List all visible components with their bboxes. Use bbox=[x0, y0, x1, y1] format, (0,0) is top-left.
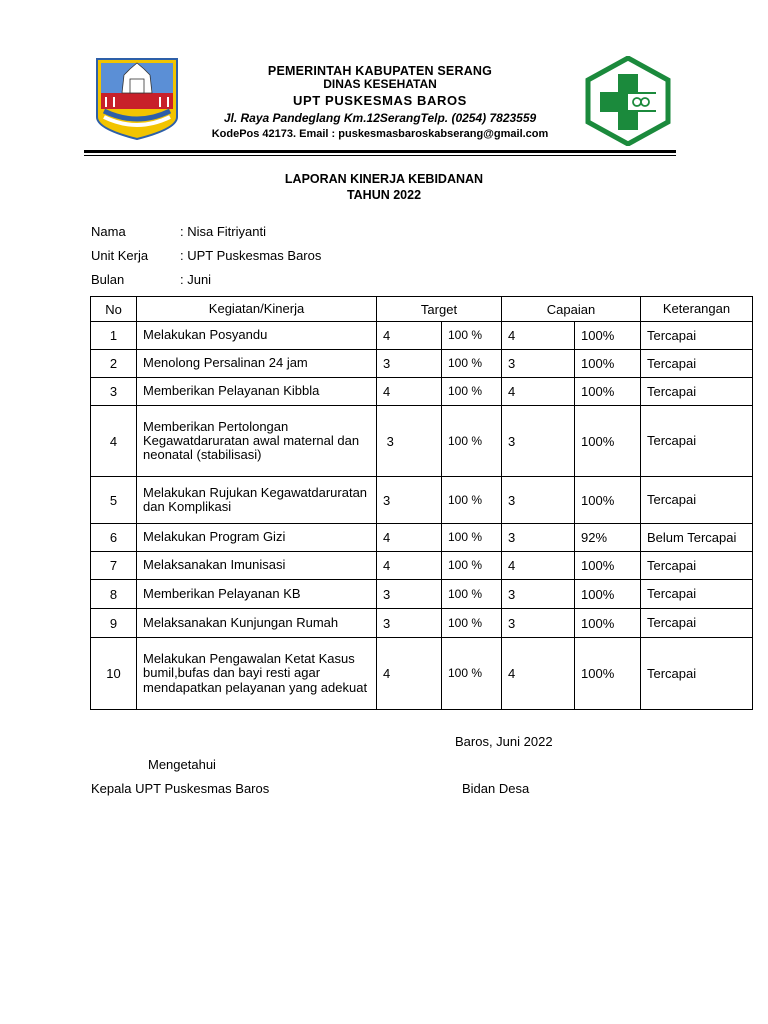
identity-block bbox=[91, 224, 321, 296]
row-kegiatan: Memberikan Pelayanan Kibbla bbox=[137, 378, 377, 406]
row-no: 1 bbox=[91, 322, 137, 350]
row-kegiatan: Melakukan Pengawalan Ketat Kasus bumil,bufas dan bayi resti agar mendapatkan pelayanan yang adekuat bbox=[137, 638, 377, 710]
table-row bbox=[91, 322, 753, 350]
row-target-count: 3 bbox=[377, 350, 442, 378]
row-keterangan: Tercapai bbox=[641, 609, 753, 638]
row-target-percent: 100 % bbox=[442, 378, 502, 406]
row-no: 6 bbox=[91, 524, 137, 552]
row-no: 10 bbox=[91, 638, 137, 710]
header-keterangan: Keterangan bbox=[641, 297, 753, 322]
row-capaian-count: 3 bbox=[502, 406, 575, 477]
identity-value: : Nisa Fitriyanti bbox=[180, 224, 266, 239]
puskesmas-cross-logo-icon bbox=[584, 56, 672, 146]
row-target-count: 4 bbox=[377, 552, 442, 580]
report-title-line1: LAPORAN KINERJA KEBIDANAN bbox=[284, 172, 484, 186]
row-kegiatan: Memberikan Pertolongan Kegawatdaruratan awal maternal dan neonatal (stabilisasi) bbox=[137, 406, 377, 477]
row-keterangan: Tercapai bbox=[641, 580, 753, 609]
table-body bbox=[91, 322, 753, 710]
row-target-count: 4 bbox=[377, 322, 442, 350]
row-capaian-percent: 100% bbox=[575, 609, 641, 638]
row-target-count: 3 bbox=[377, 477, 442, 524]
row-kegiatan: Menolong Persalinan 24 jam bbox=[137, 350, 377, 378]
row-no: 8 bbox=[91, 580, 137, 609]
letterhead-rule-thin bbox=[84, 155, 676, 156]
identity-row-nama bbox=[91, 224, 321, 248]
place-date: Baros, Juni 2022 bbox=[455, 734, 553, 749]
header-no: No bbox=[91, 297, 137, 322]
row-capaian-percent: 100% bbox=[575, 638, 641, 710]
row-target-percent: 100 % bbox=[442, 406, 502, 477]
letterhead-agency: DINAS KESEHATAN bbox=[323, 77, 437, 92]
row-capaian-count: 3 bbox=[502, 524, 575, 552]
row-keterangan: Tercapai bbox=[641, 350, 753, 378]
row-capaian-count: 4 bbox=[502, 552, 575, 580]
row-keterangan: Tercapai bbox=[641, 638, 753, 710]
row-target-count: 4 bbox=[377, 638, 442, 710]
letterhead-government: PEMERINTAH KABUPATEN SERANG bbox=[267, 64, 493, 78]
row-capaian-count: 3 bbox=[502, 580, 575, 609]
row-target-count: 3 bbox=[377, 609, 442, 638]
row-target-count: 3 bbox=[377, 406, 442, 477]
row-no: 3 bbox=[91, 378, 137, 406]
report-title bbox=[84, 171, 684, 204]
row-kegiatan: Memberikan Pelayanan KB bbox=[137, 580, 377, 609]
table-row bbox=[91, 350, 753, 378]
header-target: Target bbox=[377, 297, 502, 322]
letterhead-address: Jl. Raya Pandeglang Km.12SerangTelp. (0254) 7823559 bbox=[223, 111, 537, 126]
row-keterangan: Belum Tercapai bbox=[641, 524, 753, 552]
mengetahui-label: Mengetahui bbox=[148, 757, 216, 772]
row-target-percent: 100 % bbox=[442, 350, 502, 378]
performance-table bbox=[90, 296, 753, 710]
row-no: 9 bbox=[91, 609, 137, 638]
row-kegiatan: Melakukan Posyandu bbox=[137, 322, 377, 350]
table-row bbox=[91, 638, 753, 710]
row-capaian-percent: 100% bbox=[575, 552, 641, 580]
row-kegiatan: Melaksanakan Kunjungan Rumah bbox=[137, 609, 377, 638]
header-kegiatan: Kegiatan/Kinerja bbox=[137, 297, 377, 322]
kabupaten-serang-emblem-icon bbox=[94, 57, 180, 141]
identity-value: : Juni bbox=[180, 272, 212, 287]
row-keterangan: Tercapai bbox=[641, 378, 753, 406]
row-capaian-count: 4 bbox=[502, 378, 575, 406]
row-no: 4 bbox=[91, 406, 137, 477]
table-row bbox=[91, 378, 753, 406]
identity-value: : UPT Puskesmas Baros bbox=[180, 248, 322, 263]
report-title-year: TAHUN 2022 bbox=[346, 188, 422, 203]
row-target-count: 4 bbox=[377, 524, 442, 552]
letterhead bbox=[180, 64, 580, 141]
row-target-percent: 100 % bbox=[442, 477, 502, 524]
row-no: 2 bbox=[91, 350, 137, 378]
row-capaian-percent: 100% bbox=[575, 406, 641, 477]
row-capaian-count: 4 bbox=[502, 638, 575, 710]
identity-label: Bulan bbox=[91, 272, 125, 287]
table-row bbox=[91, 406, 753, 477]
identity-row-unit bbox=[91, 248, 321, 272]
row-keterangan: Tercapai bbox=[641, 322, 753, 350]
letterhead-contact: KodePos 42173. Email : puskesmasbaroskabserang@gmail.com bbox=[211, 127, 549, 140]
row-kegiatan: Melakukan Program Gizi bbox=[137, 524, 377, 552]
row-target-count: 4 bbox=[377, 378, 442, 406]
row-keterangan: Tercapai bbox=[641, 552, 753, 580]
kepala-signatory: Kepala UPT Puskesmas Baros bbox=[91, 781, 270, 796]
row-target-percent: 100 % bbox=[442, 609, 502, 638]
row-capaian-percent: 92% bbox=[575, 524, 641, 552]
row-target-count: 3 bbox=[377, 580, 442, 609]
row-target-percent: 100 % bbox=[442, 580, 502, 609]
row-keterangan: Tercapai bbox=[641, 477, 753, 524]
row-capaian-percent: 100% bbox=[575, 580, 641, 609]
row-target-percent: 100 % bbox=[442, 524, 502, 552]
row-capaian-count: 4 bbox=[502, 322, 575, 350]
row-no: 7 bbox=[91, 552, 137, 580]
row-target-percent: 100 % bbox=[442, 322, 502, 350]
table-row bbox=[91, 552, 753, 580]
table-row bbox=[91, 609, 753, 638]
row-kegiatan: Melaksanakan Imunisasi bbox=[137, 552, 377, 580]
row-keterangan: Tercapai bbox=[641, 406, 753, 477]
row-capaian-percent: 100% bbox=[575, 322, 641, 350]
identity-row-bulan bbox=[91, 272, 321, 296]
table-row bbox=[91, 524, 753, 552]
row-capaian-percent: 100% bbox=[575, 350, 641, 378]
row-capaian-percent: 100% bbox=[575, 378, 641, 406]
row-capaian-count: 3 bbox=[502, 477, 575, 524]
bidan-signatory: Bidan Desa bbox=[462, 781, 530, 796]
identity-label: Nama bbox=[91, 224, 126, 239]
row-capaian-count: 3 bbox=[502, 350, 575, 378]
letterhead-unit: UPT PUSKESMAS BAROS bbox=[293, 93, 467, 109]
row-kegiatan: Melakukan Rujukan Kegawatdaruratan dan Komplikasi bbox=[137, 477, 377, 524]
table-row bbox=[91, 580, 753, 609]
row-target-percent: 100 % bbox=[442, 638, 502, 710]
header-capaian: Capaian bbox=[502, 297, 641, 322]
letterhead-rule-thick bbox=[84, 150, 676, 153]
table-header-row bbox=[91, 297, 753, 322]
identity-label: Unit Kerja bbox=[91, 248, 149, 263]
row-target-percent: 100 % bbox=[442, 552, 502, 580]
row-capaian-count: 3 bbox=[502, 609, 575, 638]
row-no: 5 bbox=[91, 477, 137, 524]
table-row bbox=[91, 477, 753, 524]
row-capaian-percent: 100% bbox=[575, 477, 641, 524]
